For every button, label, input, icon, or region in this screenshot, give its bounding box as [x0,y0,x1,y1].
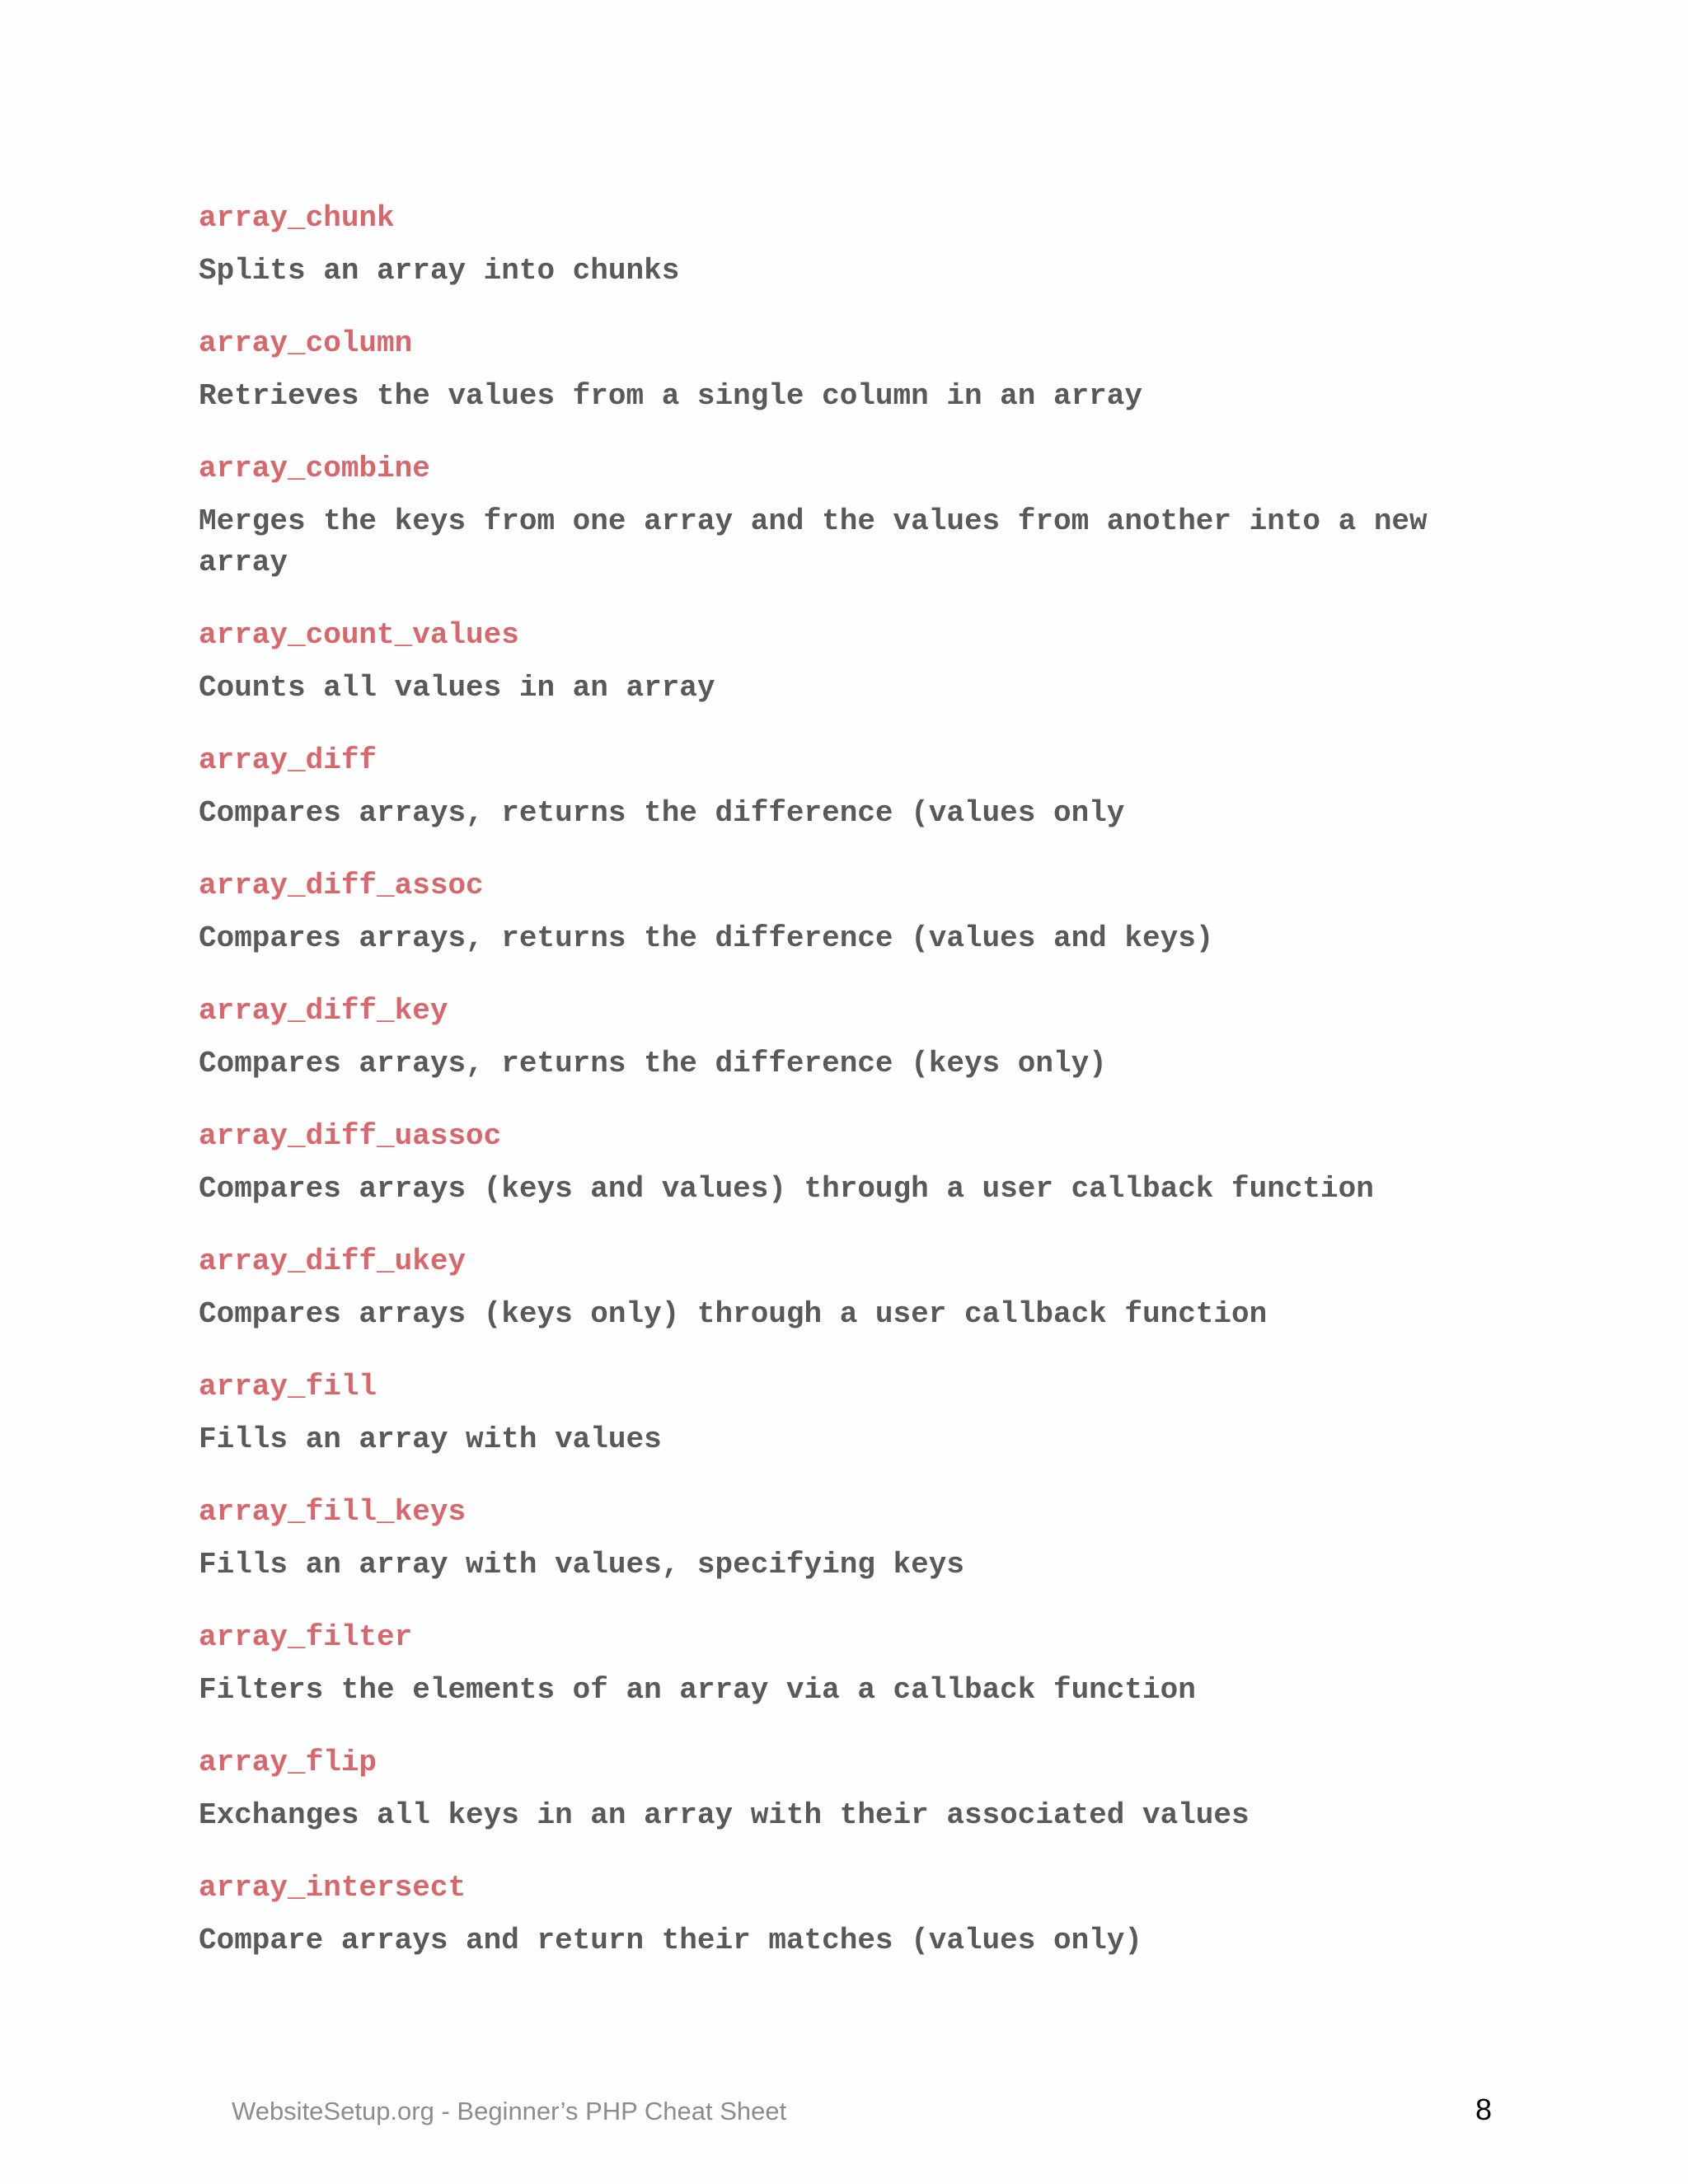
function-entry [199,1366,1517,1460]
function-description: Compares arrays, returns the difference (values only [199,796,1125,830]
footer-title: WebsiteSetup.org - Beginner’s PHP Cheat Sheet [232,2097,787,2125]
function-description: Compares arrays (keys and values) through a user callback function [199,1172,1374,1206]
function-name: array_filter [199,1620,413,1654]
page-number: 8 [1475,2093,1493,2126]
function-entry [199,323,1517,417]
function-entry [199,865,1517,959]
function-description: Counts all values in an array [199,671,715,705]
function-name: array_diff_key [199,994,448,1028]
function-name: array_diff_ukey [199,1244,467,1278]
function-description: Compare arrays and return their matches (values only) [199,1924,1142,1957]
function-entry [199,1868,1517,1961]
function-entry [199,448,1517,583]
function-entry [199,1492,1517,1586]
function-description: Compares arrays (keys only) through a user callback function [199,1297,1268,1331]
function-description: Splits an array into chunks [199,254,680,288]
function-description: Retrieves the values from a single column in an array [199,379,1142,413]
function-name: array_count_values [199,618,519,652]
function-description: Filters the elements of an array via a callback function [199,1673,1196,1707]
function-description: Compares arrays, returns the difference (values and keys) [199,921,1214,955]
function-entry [199,198,1517,292]
function-description: Fills an array with values [199,1422,662,1456]
function-description: Merges the keys from one array and the values from another into a new array [199,504,1428,579]
function-name: array_combine [199,452,430,485]
function-entry [199,615,1517,709]
function-list [199,198,1517,1993]
function-description: Exchanges all keys in an array with their associated values [199,1798,1250,1832]
function-entry [199,991,1517,1085]
function-description: Compares arrays, returns the difference (keys only) [199,1047,1107,1080]
function-name: array_column [199,326,413,360]
function-entry [199,1742,1517,1836]
function-entry [199,740,1517,834]
function-name: array_fill_keys [199,1495,467,1529]
function-entry [199,1116,1517,1210]
function-name: array_diff [199,743,377,777]
function-name: array_diff_uassoc [199,1119,502,1153]
function-name: array_chunk [199,201,395,235]
function-name: array_fill [199,1370,377,1404]
function-name: array_intersect [199,1871,467,1905]
function-description: Fills an array with values, specifying keys [199,1548,964,1582]
function-name: array_diff_assoc [199,869,484,902]
function-entry [199,1617,1517,1711]
function-entry [199,1241,1517,1335]
function-name: array_flip [199,1746,377,1779]
